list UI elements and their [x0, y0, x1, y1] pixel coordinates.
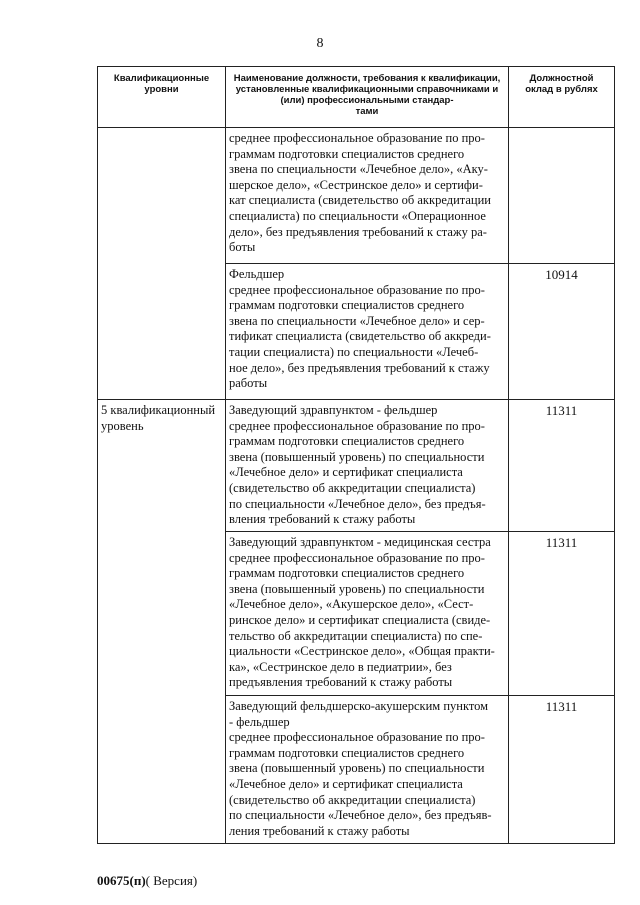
position-text: Фельдшер среднее профессиональное образование по про- граммам подготовки специалистов среднего звена по специальности «Лечебное дело» и сер- тификат специалиста (свидетельство об аккреди- тации специалиста) по специальности «Лечеб- ное дело», без предъявления требований к стажу работы: [229, 267, 491, 391]
position-text: Заведующий здравпунктом - фельдшер среднее профессиональное образование по про- граммам подготовки специалистов среднего звена (повышенный уровень) по специальности «Лечебное дело» и сертификат специалиста (свидетельство об аккредитации специалиста) по специальности «Лечебное дело», без предъя- вления требований к стажу работы: [229, 403, 486, 527]
position-text: Заведующий фельдшерско-акушерским пунктом - фельдшер среднее профессиональное образование по про- граммам подготовки специалистов среднего звена (повышенный уровень) по специальности «Лечебное дело» и сертификат специалиста (свидетельство об аккредитации специалиста) по специальности «Лечебное дело», без предъяв- ления требований к стажу работы: [229, 699, 492, 838]
header-salary: [509, 67, 615, 128]
header-position-text: Наименование должности, требования к квалификации, установленные квалификационными справочниками и (или) профессиональными стандар- тами: [233, 73, 501, 117]
footer-version: ( Версия): [145, 873, 198, 888]
position-cell: [226, 264, 509, 400]
level-cell: [98, 400, 226, 532]
table-row: [98, 532, 615, 696]
header-position: [226, 67, 509, 128]
salary-value: 10914: [545, 267, 578, 282]
header-salary-text: Должностной оклад в рублях: [525, 73, 598, 95]
position-cell: [226, 532, 509, 696]
table-row: [98, 128, 615, 264]
table-header-row: [98, 67, 615, 128]
position-cell: [226, 696, 509, 844]
header-levels: [98, 67, 226, 128]
salary-cell: [509, 400, 615, 532]
header-levels-text: Квалификационные уровни: [113, 73, 210, 95]
level-cell: [98, 532, 226, 696]
salary-cell: [509, 532, 615, 696]
salary-value: 11311: [545, 403, 578, 418]
footer-code: 00675(п): [97, 873, 146, 888]
document-footer: [97, 873, 197, 889]
table-row: [98, 696, 615, 844]
table-row: [98, 400, 615, 532]
position-cell: [226, 400, 509, 532]
table-row: [98, 264, 615, 400]
qualification-table: [97, 66, 615, 844]
salary-cell: [509, 264, 615, 400]
page-number: 8: [316, 36, 324, 51]
salary-value: 11311: [545, 535, 578, 550]
position-text: Заведующий здравпунктом - медицинская сестра среднее профессиональное образование по про- граммам подготовки специалистов среднего звена (повышенный уровень) по специальности «Лечебное дело», «Акушерское дело», «Сест- ринское дело» и сертификат специалиста (свиде- тельство об аккредитации специалиста) по спе- циальности «Сестринское дело», «Общая практи- ка», «Сестринское дело в педиатрии», без предъявления требований к стажу работы: [229, 535, 495, 690]
salary-cell: [509, 696, 615, 844]
salary-cell: [509, 128, 615, 264]
level-cell: [98, 264, 226, 400]
level-cell: [98, 696, 226, 844]
level-label: 5 квалификационный уровень: [101, 403, 216, 433]
salary-value: 11311: [545, 699, 578, 714]
level-cell: [98, 128, 226, 264]
position-text: среднее профессиональное образование по про- граммам подготовки специалистов среднего звена по специальности «Лечебное дело», «Аку- шерское дело», «Сестринское дело» и сертифи- кат специалиста (свидетельство об аккредитации специалиста) по специальности «Операционное дело», без предъявления требований к стажу ра- боты: [229, 131, 491, 255]
position-cell: [226, 128, 509, 264]
salary-value: [509, 128, 614, 131]
